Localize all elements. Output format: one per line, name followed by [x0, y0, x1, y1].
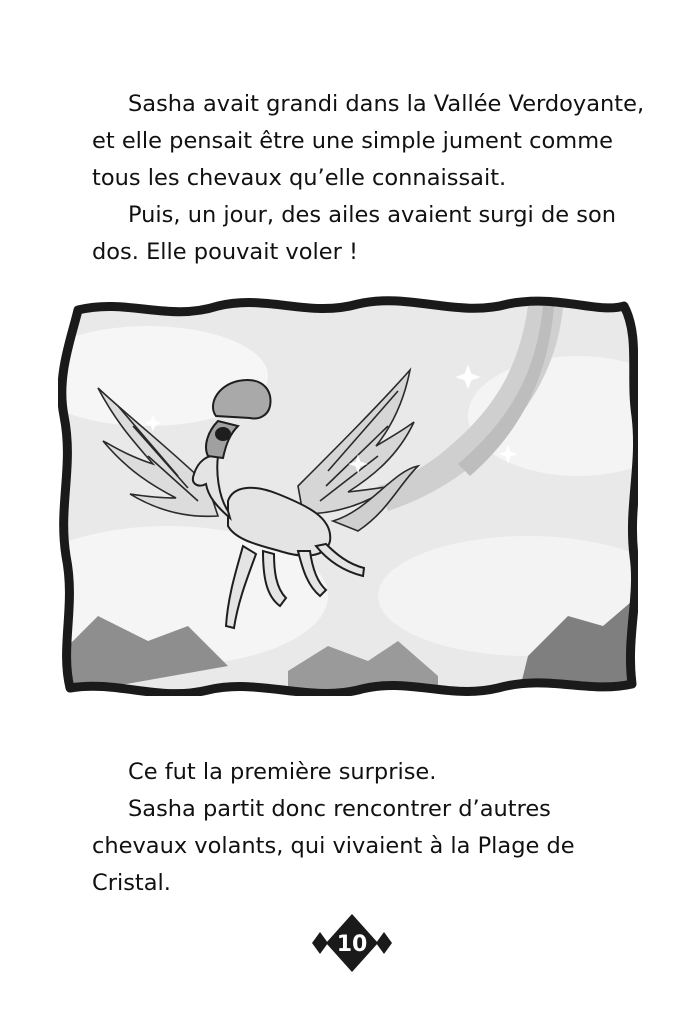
page-footer [0, 908, 700, 978]
paragraph-bottom [92, 754, 608, 902]
page-number: 10 [336, 932, 368, 957]
text-line: et elle pensait être une simple jument comme [92, 128, 613, 154]
text-line: Puis, un jour, des ailes avaient surgi de son [128, 202, 616, 228]
illustration [58, 296, 638, 696]
text-line: chevaux volants, qui vivaient à la Plage de [92, 833, 575, 859]
paragraph-top [92, 86, 645, 271]
text-line: dos. Elle pouvait voler ! [92, 239, 359, 265]
right-diamond-icon [376, 932, 392, 954]
text-line: Cristal. [92, 870, 171, 896]
text-line: Sasha partit donc rencontrer d’autres [128, 796, 551, 822]
left-diamond-icon [312, 932, 328, 954]
text-line: tous les chevaux qu’elle connaissait. [92, 165, 507, 191]
text-line: Ce fut la première surprise. [128, 759, 437, 785]
text-line: Sasha avait grandi dans la Vallée Verdoyante, [128, 91, 645, 117]
